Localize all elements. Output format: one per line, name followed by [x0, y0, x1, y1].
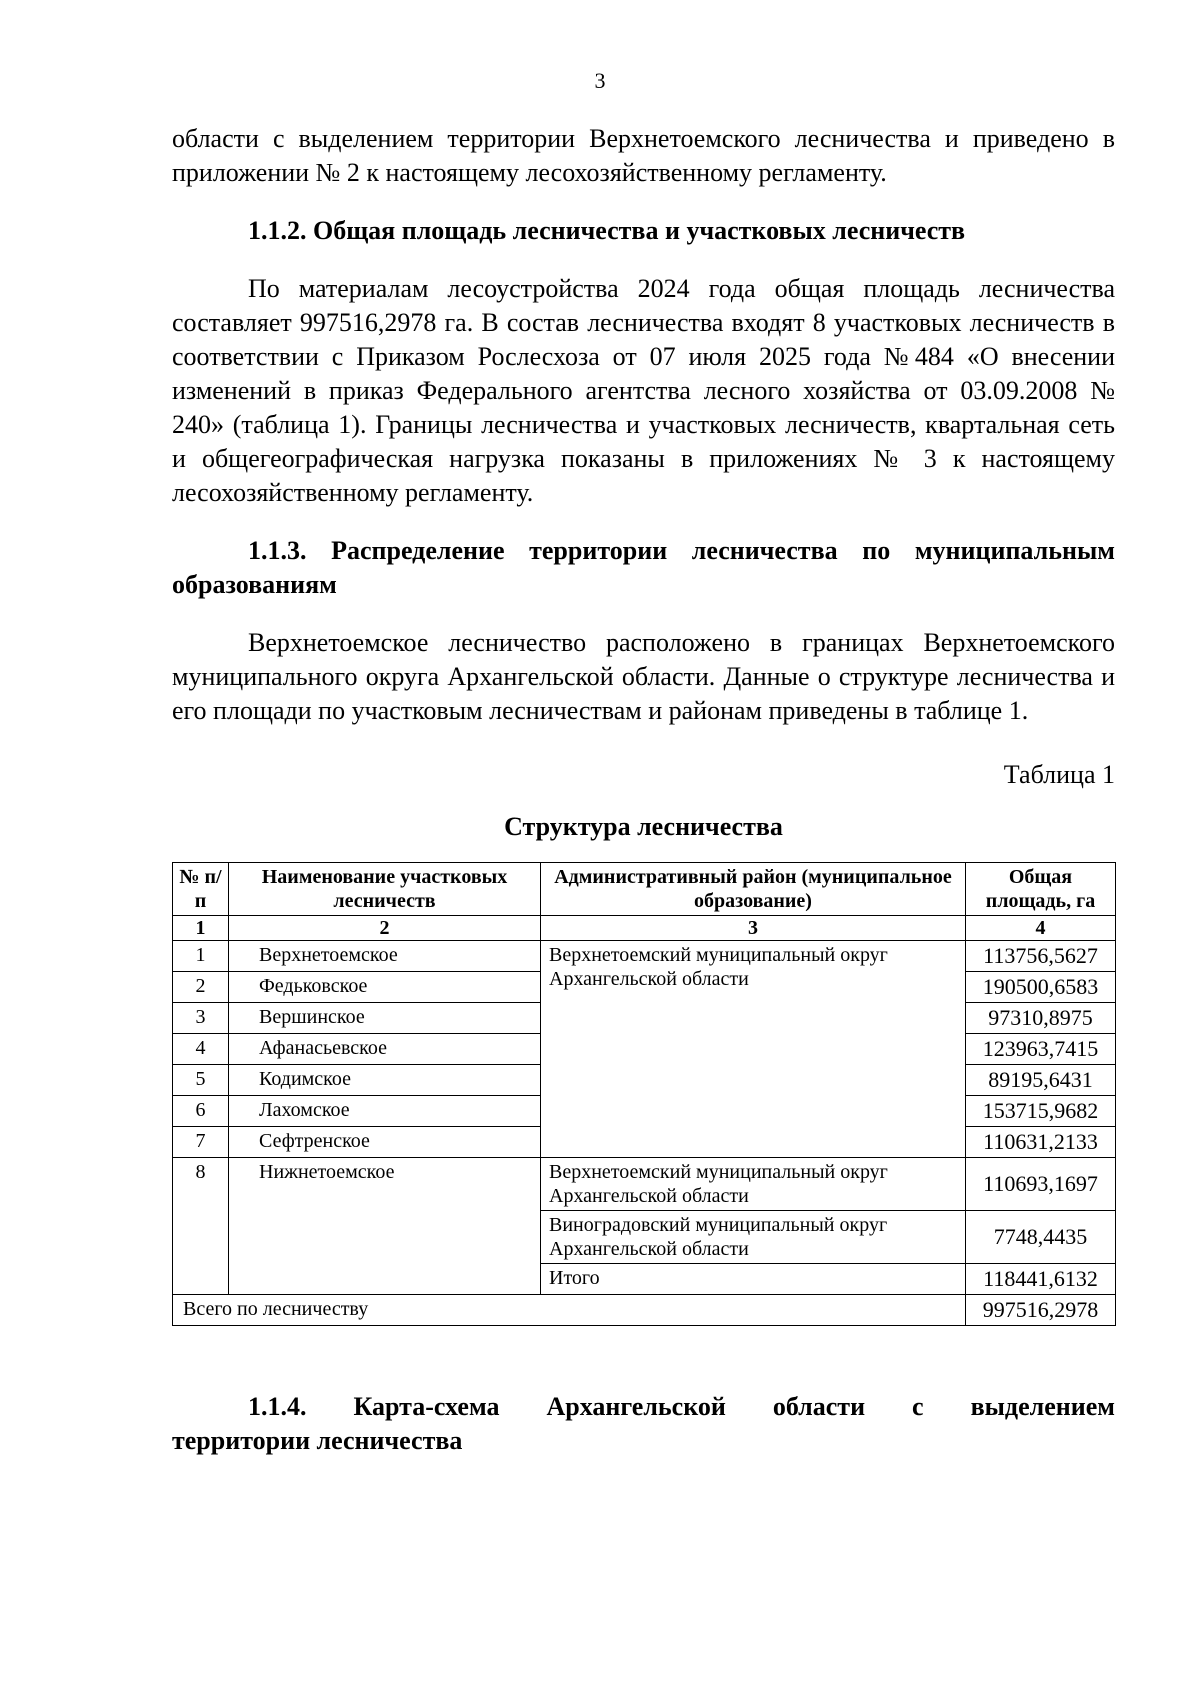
header-num: № п/п [173, 863, 229, 916]
row-area: 89195,6431 [966, 1065, 1116, 1096]
heading-word: Архангельской [546, 1392, 726, 1421]
forest-structure-table [172, 862, 1116, 1326]
column-number: 2 [229, 916, 541, 941]
row-area: 110631,2133 [966, 1127, 1116, 1158]
row-area: 97310,8975 [966, 1003, 1116, 1034]
section-1-1-4-heading [172, 1390, 1115, 1424]
header-district: Административный район (муниципальное образование) [541, 863, 966, 916]
row-area: 118441,6132 [966, 1264, 1116, 1295]
heading-word: области [772, 1392, 866, 1421]
row-name: Сефтренское [229, 1127, 541, 1158]
row-district: Верхнетоемский муниципальный округ Архангельской области [541, 1158, 966, 1211]
total-area: 997516,2978 [966, 1295, 1116, 1326]
row-num: 3 [173, 1003, 229, 1034]
row-num: 7 [173, 1127, 229, 1158]
row-num: 5 [173, 1065, 229, 1096]
heading-word: с [912, 1392, 924, 1421]
header-area: Общая площадь, га [966, 863, 1116, 916]
row-num: 8 [173, 1158, 229, 1295]
row-name: Кодимское [229, 1065, 541, 1096]
heading-word: 1.1.4. [248, 1392, 307, 1421]
total-label: Всего по лесничеству [173, 1295, 966, 1326]
row-name: Федьковское [229, 972, 541, 1003]
table-row [173, 941, 1116, 972]
row-num: 6 [173, 1096, 229, 1127]
section-1-1-2-heading: 1.1.2. Общая площадь лесничества и участковых лесничеств [248, 216, 966, 245]
row-name: Нижнетоемское [229, 1158, 541, 1295]
table-title: Структура лесничества [504, 812, 783, 841]
row-district-group: Верхнетоемский муниципальный округ Архангельской области [541, 941, 966, 1158]
row-name: Вершинское [229, 1003, 541, 1034]
row-area: 110693,1697 [966, 1158, 1116, 1211]
row-name: Афанасьевское [229, 1034, 541, 1065]
header-name: Наименование участковых лесничеств [229, 863, 541, 916]
document-body [172, 122, 1115, 1458]
row-district: Виноградовский муниципальный округ Архангельской области [541, 1211, 966, 1264]
row-area: 113756,5627 [966, 941, 1116, 972]
intro-paragraph: области с выделением территории Верхнетоемского лесничества и приведено в приложении № 2 к настоящему лесохозяйственному регламенту. [172, 124, 1115, 187]
heading-word: выделением [970, 1392, 1115, 1421]
section-1-1-4-heading-line2: территории лесничества [172, 1426, 463, 1455]
row-area: 7748,4435 [966, 1211, 1116, 1264]
section-1-1-2-paragraph: По материалам лесоустройства 2024 года общая площадь лесничества составляет 997516,2978 га. В состав лесничества входят 8 участковых лесничеств в соответствии с Приказом Рослесхоза от 07 июля 2025 года №484 «О внесении изменений в приказ Федерального агентства лесного хозяйства от 03.09.2008 № 240» (таблица 1). Границы лесничества и участковых лесничеств, квартальная сеть и общегеографическая нагрузка показаны в приложениях № 3 к настоящему лесохозяйственному регламенту. [172, 274, 1115, 507]
page-number: 3 [594, 68, 606, 93]
row-area: 190500,6583 [966, 972, 1116, 1003]
row-num: 4 [173, 1034, 229, 1065]
section-1-1-3-heading: 1.1.3. Распределение территории лесничества по муниципальным образованиям [172, 536, 1115, 599]
row-num: 1 [173, 941, 229, 972]
row-subtotal-label: Итого [541, 1264, 966, 1295]
section-1-1-3-paragraph: Верхнетоемское лесничество расположено в границах Верхнетоемского муниципального округа Архангельской области. Данные о структуре лесничества и его площади по участковым лесничествам и районам приведены в таблице 1. [172, 628, 1115, 725]
heading-word: Карта-схема [353, 1392, 500, 1421]
row-name: Лахомское [229, 1096, 541, 1127]
row-name: Верхнетоемское [229, 941, 541, 972]
row-num: 2 [173, 972, 229, 1003]
table-row [173, 1158, 1116, 1211]
column-number: 4 [966, 916, 1116, 941]
table-label: Таблица 1 [1003, 760, 1115, 789]
row-area: 153715,9682 [966, 1096, 1116, 1127]
row-area: 123963,7415 [966, 1034, 1116, 1065]
table-total-row [173, 1295, 1116, 1326]
column-number: 1 [173, 916, 229, 941]
column-number: 3 [541, 916, 966, 941]
